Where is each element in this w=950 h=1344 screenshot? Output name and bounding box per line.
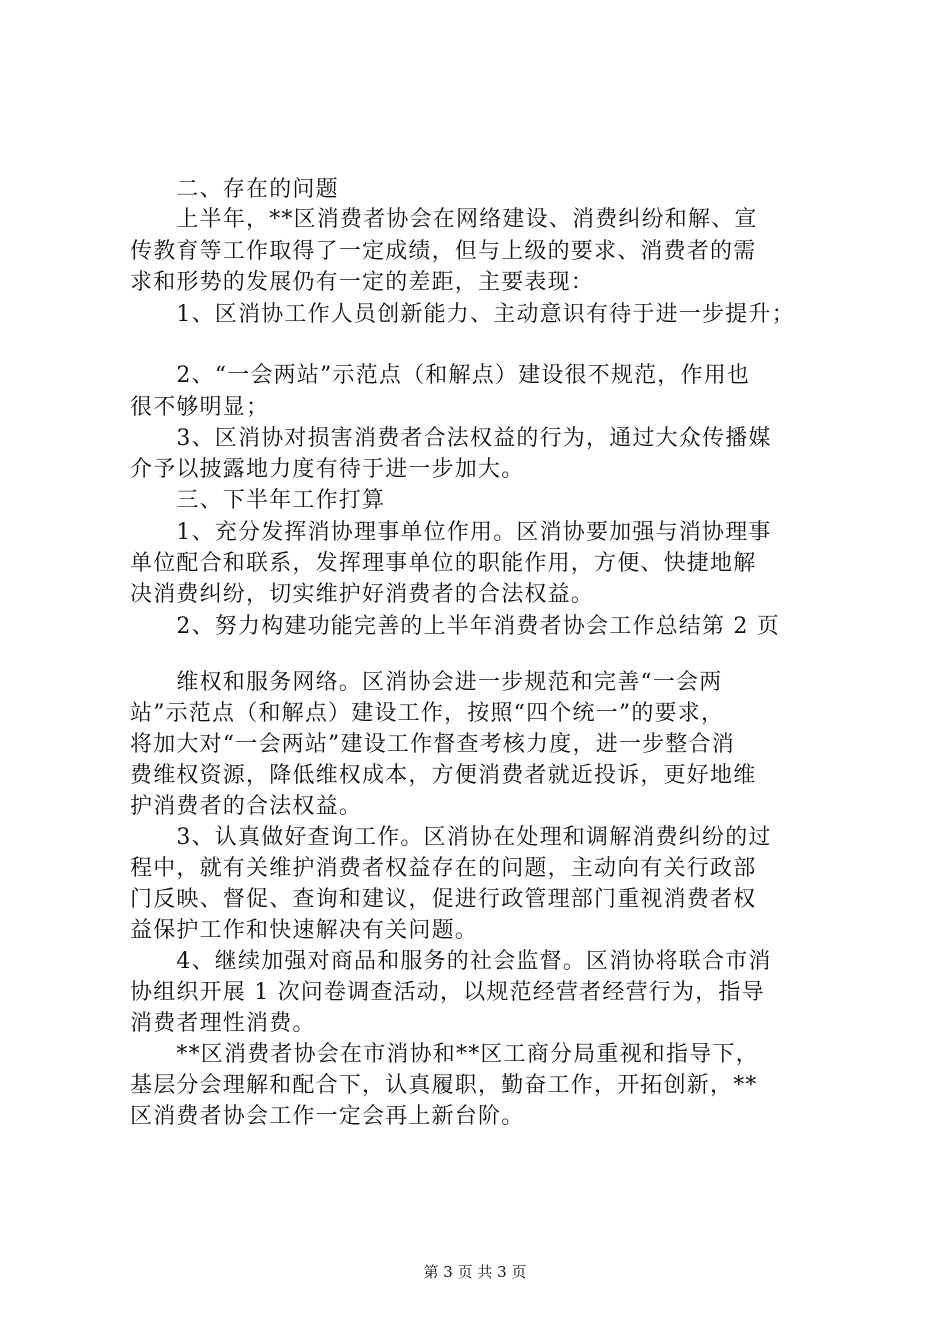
list-item-line: 4、继续加强对商品和服务的社会监督。区消协将联合市消: [130, 949, 772, 974]
list-item-line: 2、“一会两站”示范点（和解点）建设很不规范，作用也: [130, 363, 751, 388]
list-item-line: 消费者理性消费。: [130, 1011, 316, 1036]
section-heading-plan: 三、下半年工作打算: [130, 488, 386, 513]
list-item-line: 程中，就有关维护消费者权益存在的问题，主动向有关行政部: [130, 856, 757, 881]
section-heading-problems: 二、存在的问题: [130, 177, 339, 202]
paragraph-line: 维权和服务网络。区消协会进一步规范和完善“一会两: [130, 670, 723, 695]
paragraph-line: 传教育等工作取得了一定成绩，但与上级的要求、消费者的需: [130, 239, 757, 264]
paragraph-line: 区消费者协会工作一定会再上新台阶。: [130, 1104, 525, 1129]
list-item-line: 1、充分发挥消协理事单位作用。区消协要加强与消协理事: [130, 520, 772, 545]
list-item-line: 门反映、督促、查询和建议，促进行政管理部门重视消费者权: [130, 887, 757, 912]
list-item-line: 益保护工作和快速解决有关问题。: [130, 918, 479, 943]
paragraph-line: **区消费者协会在市消协和**区工商分局重视和指导下，: [130, 1042, 759, 1067]
paragraph-line: 求和形势的发展仍有一定的差距，主要表现：: [130, 270, 595, 295]
paragraph-line: 上半年，**区消费者协会在网络建设、消费纠纷和解、宣: [130, 207, 758, 232]
list-item-line: 单位配合和联系，发挥理事单位的职能作用，方便、快捷地解: [130, 551, 757, 576]
list-item-line: 协组织开展 1 次问卷调查活动，以规范经营者经营行为，指导: [130, 980, 765, 1005]
page-number-footer: 第 3 页 共 3 页: [423, 1263, 527, 1281]
paragraph-line: 站”示范点（和解点）建设工作，按照“四个统一”的要求，: [130, 701, 725, 726]
paragraph-line: 将加大对“一会两站”建设工作督查考核力度，进一步整合消: [130, 732, 735, 757]
list-item-line: 1、区消协工作人员创新能力、主动意识有待于进一步提升；: [130, 302, 795, 327]
list-item-line: 2、努力构建功能完善的上半年消费者协会工作总结第 2 页: [130, 614, 780, 639]
list-item-line: 很不够明显；: [130, 395, 270, 420]
paragraph-line: 基层分会理解和配合下，认真履职，勤奋工作，开拓创新，**: [130, 1073, 758, 1098]
list-item-line: 3、认真做好查询工作。区消协在处理和调解消费纠纷的过: [130, 825, 772, 850]
paragraph-line: 费维权资源，降低维权成本，方便消费者就近投诉，更好地维: [130, 763, 757, 788]
list-item-line: 3、区消协对损害消费者合法权益的行为，通过大众传播媒: [130, 426, 772, 451]
list-item-line: 介予以披露地力度有待于进一步加大。: [130, 457, 525, 482]
paragraph-line: 护消费者的合法权益。: [130, 794, 363, 819]
list-item-line: 决消费纠纷，切实维护好消费者的合法权益。: [130, 582, 595, 607]
